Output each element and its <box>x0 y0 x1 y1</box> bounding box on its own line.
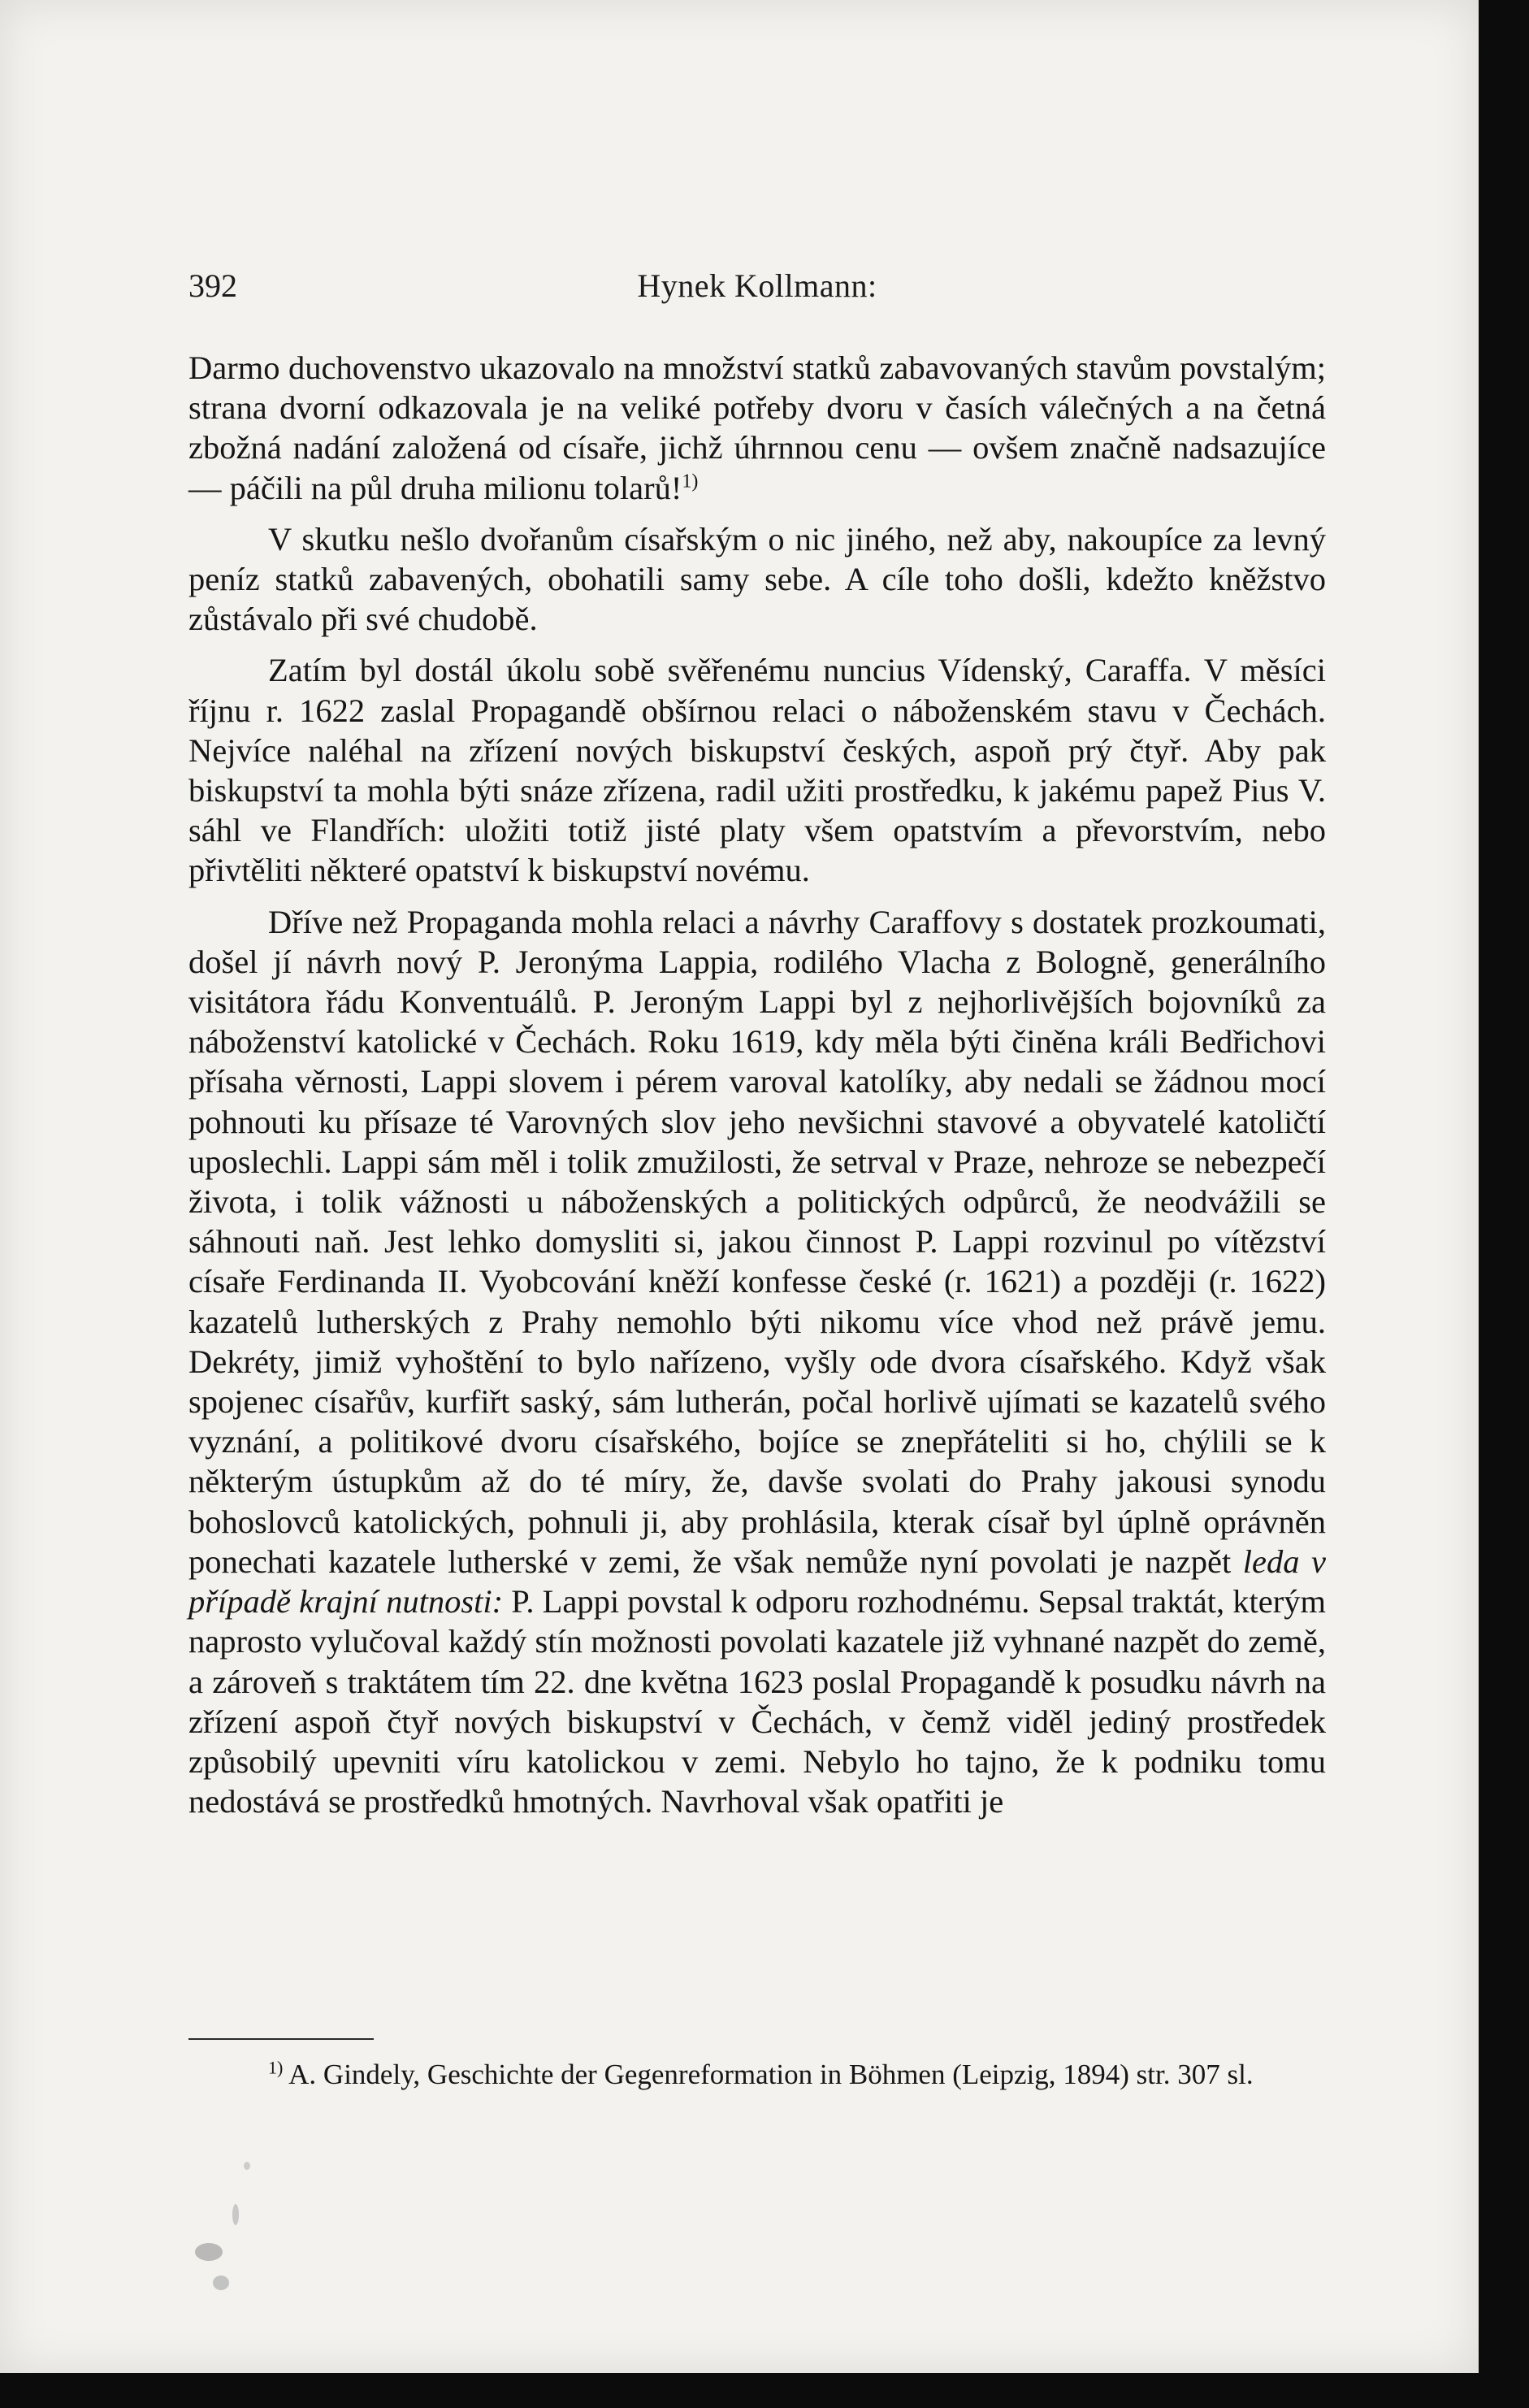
paragraph-text: Zatím byl dostál úkolu sobě svěřenému nuncius Vídenský, Caraffa. V měsíci říjnu r. 1622 zaslal Propagandě obšírnou relaci o náboženském stavu v Čechách. Nejvíce naléhal na zřízení nových biskupství českých, aspoň prý čtyř. Aby pak biskupství ta mohla býti snáze zřízena, radil užiti prostředku, k jakému papež Pius V. sáhl ve Flandřích: uložiti totiž jisté platy všem opatstvím a převorstvím, nebo přivtěliti některé opatství k biskupství novému. <box>188 652 1326 889</box>
paragraph-text: V skutku nešlo dvořanům císařským o nic jiného, než aby, nakoupíce za levný peníz statků zabavených, obohatili samy sebe. A cíle toho došli, kdežto kněžstvo zůstávalo při své chudobě. <box>188 520 1326 638</box>
paragraph-text-continued: P. Lappi povstal k odporu rozhodnému. Sepsal traktát, kterým naprosto vylučoval každý stín možnosti povolati kazatele již vyhnané nazpět do země, a zároveň s traktátem tím 22. dne května 1623 poslal Propagandě k posudku návrh na zřízení aspoň čtyř nových biskupství v Čechách, v čemž viděl jediný prostředek způsobilý upevniti víru katolickou v zemi. Nebylo ho tajno, že k podniku tomu nedostává se prostředků hmotných. Navrhoval však opatřiti je <box>188 1583 1326 1820</box>
scan-speck <box>232 2204 239 2225</box>
footnote <box>188 2056 1326 2093</box>
scan-speck <box>213 2276 229 2290</box>
paragraph-text: Darmo duchovenstvo ukazovalo na množství statků zabavovaných stavům povstalým; strana dvorní odkazovala je na veliké potřeby dvoru v časích válečných a na četná zbožná nadání založená od císaře, jichž úhrnnou cenu — ovšem značně nadsazujíce — páčili na půl druha milionu tolarů! <box>188 349 1326 506</box>
body-text <box>188 348 1326 1833</box>
scan-speck <box>195 2243 223 2261</box>
page-number: 392 <box>188 267 237 304</box>
paragraph-4 <box>188 902 1326 1822</box>
paragraph-text: Dříve než Propaganda mohla relaci a návrhy Caraffovy s dostatek prozkoumati, došel jí návrh nový P. Jeronýma Lappia, rodilého Vlacha z Bologně, generálního visitátora řádu Konventuálů. P. Jeroným Lappi byl z nejhorlivějších bojovníků za náboženství katolické v Čechách. Roku 1619, kdy měla býti činěna králi Bedřichovi přísaha věrnosti, Lappi slovem i pérem varoval katolíky, aby nedali se žádnou mocí pohnouti ku přísaze té Varovných slov jeho nevšichni stavové a obyvatelé katoličtí uposlechli. Lappi sám měl i tolik zmužilosti, že setrval v Praze, nehroze se nebezpečí života, i tolik vážnosti u náboženských a politických odpůrců, že neodvážili se sáhnouti naň. Jest lehko domysliti si, jakou činnost P. Lappi rozvinul po vítězství císaře Ferdinanda II. Vyobcování kněží konfesse české (r. 1621) a později (r. 1622) kazatelů lutherských z Prahy nemohlo býti nikomu více vhod než právě jemu. Dekréty, jimiž vyhoštění to bylo nařízeno, vyšly ode dvora císařského. Když však spojenec císařův, kurfiřt saský, sám lutherán, počal horlivě ujímati se kazatelů svého vyznání, a politikové dvoru císařského, bojíce se znepřáteliti si ho, chýlili se k některým ústupkům až do té míry, že, davše svolati do Prahy jakousi synodu bohoslovců katolických, pohnuli ji, aby prohlásila, kterak císař byl úplně oprávněn ponechati kazatele lutherské v zemi, že však nemůže nyní povolati je nazpět <box>188 903 1326 1580</box>
paragraph-2 <box>188 519 1326 640</box>
footnote-divider <box>188 2038 374 2040</box>
running-title: Hynek Kollmann: <box>637 267 877 304</box>
paragraph-3 <box>188 650 1326 890</box>
running-head <box>188 267 1326 315</box>
italic-phrase: leda v případě krajní nutnosti: <box>188 1542 1326 1621</box>
footnote-text: A. Gindely, Geschichte der Gegenreformation in Böhmen (Leipzig, 1894) str. 307 sl. <box>288 2059 1254 2090</box>
footnote-marker: 1) <box>268 2057 284 2078</box>
scan-border-right <box>1479 0 1529 2408</box>
footnote-reference: 1) <box>682 471 699 492</box>
paragraph-1 <box>188 348 1326 508</box>
scan-border-bottom <box>0 2373 1529 2408</box>
scan-speck <box>244 2162 250 2170</box>
